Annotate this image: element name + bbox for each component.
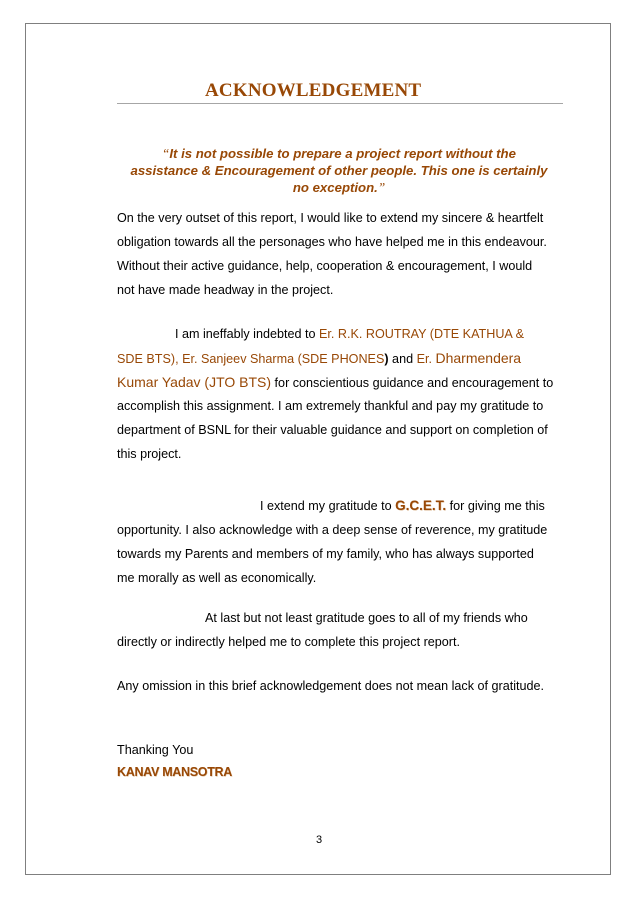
paragraph-line	[117, 322, 577, 346]
paragraph-line: not have made headway in the project.	[117, 283, 334, 297]
paragraph-omission	[117, 674, 577, 698]
paragraph-gratitude-gcet	[117, 494, 577, 590]
quote-close-mark: ”	[377, 180, 386, 195]
paragraph-line: accomplish this assignment. I am extremely thankful and pay my gratitude to	[117, 399, 544, 413]
heading-underline	[117, 103, 563, 104]
mentor-name-1: Er. R.K. ROUTRAY (DTE KATHUA &	[319, 327, 525, 341]
quote-open-mark: “	[162, 146, 170, 161]
mentor-name-2-first: Dharmendera	[435, 350, 522, 366]
paragraph-line: towards my Parents and members of my family, who has always supported	[117, 547, 534, 561]
paragraph-line	[117, 346, 577, 370]
quote-line-3: no exception.	[292, 180, 378, 195]
epigraph-quote	[113, 145, 565, 196]
quote-line-1: It is not possible to prepare a project report without the	[169, 146, 516, 161]
indebted-rest: for conscientious guidance and encouragement to	[271, 376, 554, 390]
indebted-intro: I am ineffably indebted to	[175, 327, 319, 341]
conjunction-and: and	[388, 352, 417, 366]
paragraph-line	[117, 370, 577, 394]
friends-line-1: At last but not least gratitude goes to all of my friends who	[205, 611, 528, 625]
paragraph-indebted	[117, 322, 577, 466]
paragraph-line: me morally as well as economically.	[117, 571, 317, 585]
paragraph-line: Any omission in this brief acknowledgement does not mean lack of gratitude.	[117, 679, 545, 693]
paragraph-line: opportunity. I also acknowledge with a deep sense of reverence, my gratitude	[117, 523, 548, 537]
paragraph-line: obligation towards all the personages who have helped me in this endeavour.	[117, 235, 547, 249]
paragraph-line: department of BSNL for their valuable guidance and support on completion of	[117, 423, 548, 437]
mentor-name-2-rest: Kumar Yadav (JTO BTS)	[117, 374, 272, 390]
gcet-name: G.C.E.T.	[395, 498, 447, 513]
paragraph-line	[117, 606, 577, 630]
paragraph-intro	[117, 206, 577, 302]
paragraph-line: On the very outset of this report, I would like to extend my sincere & heartfelt	[117, 211, 544, 225]
mentor-title-er: Er.	[416, 352, 436, 366]
paragraph-line: directly or indirectly helped me to complete this project report.	[117, 635, 460, 649]
gcet-rest: for giving me this	[446, 499, 545, 513]
paragraph-line: this project.	[117, 447, 182, 461]
paragraph-line: Without their active guidance, help, cooperation & encouragement, I would	[117, 259, 533, 273]
mentor-names-continued: SDE BTS), Er. Sanjeev Sharma (SDE PHONES	[117, 352, 385, 366]
paragraph-friends	[117, 606, 577, 654]
gcet-intro: I extend my gratitude to	[260, 499, 396, 513]
page-title: ACKNOWLEDGEMENT	[205, 80, 422, 101]
paren-close: )	[384, 352, 389, 366]
page-number: 3	[315, 834, 323, 846]
signature-name: KANAV MANSOTRA	[117, 765, 233, 779]
quote-line-2: assistance & Encouragement of other people. This one is certainly	[130, 163, 548, 178]
paragraph-line	[117, 494, 577, 518]
closing-line: Thanking You	[117, 743, 194, 757]
closing-text	[117, 738, 577, 762]
